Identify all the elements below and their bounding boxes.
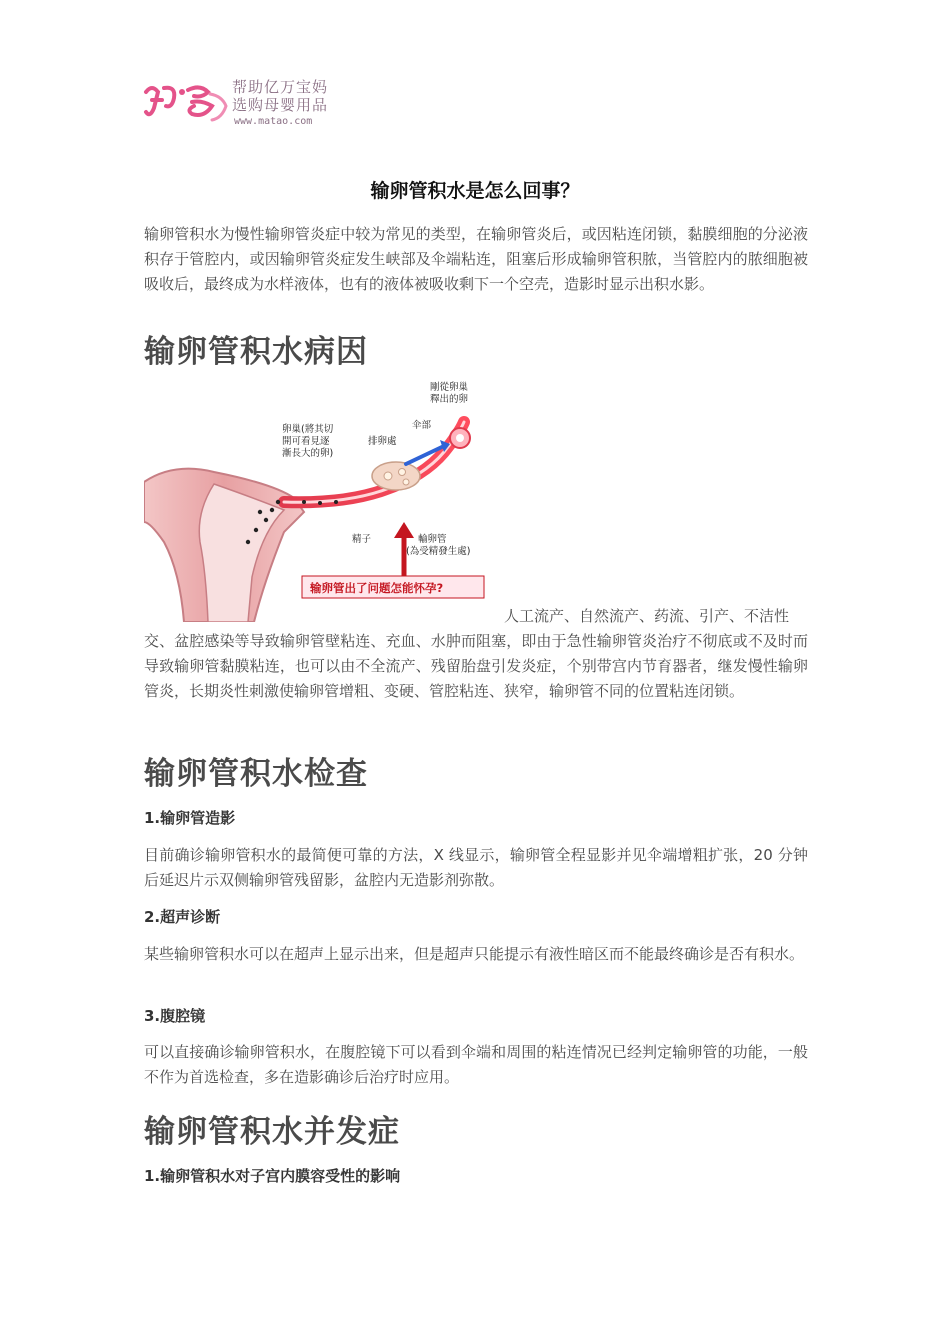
section-heading-exam: 输卵管积水检查 (144, 756, 368, 792)
intro-paragraph: 输卵管积水为慢性输卵管炎症中较为常见的类型，在输卵管炎后，或因粘连闭锁，黏膜细胞的分泌液积存于管腔内，或因输卵管炎症发生峡部及伞端粘连，阻塞后形成输卵管积脓，当管腔内的脓细胞被吸收后，最终成为水样液体，也有的液体被吸收剩下一个空壳，造影时显示出积水影。 (144, 225, 808, 293)
label-ovary: 卵巢(將其切開可看見逐漸長大的卵) (282, 424, 334, 459)
ovary (372, 462, 420, 490)
exam-item-title: 1.输卵管造影 (144, 809, 236, 827)
site-logo[interactable] (142, 74, 342, 134)
label-ovulation: 排卵處 (368, 436, 397, 447)
exam-item-title: 2.超声诊断 (144, 908, 221, 926)
exam-item-text: 某些输卵管积水可以在超声上显示出来，但是超声只能提示有液性暗区而不能最终确诊是否有积水。 (144, 945, 805, 963)
label-fimbria: 伞部 (412, 420, 432, 431)
section-heading-cause: 输卵管积水病因 (144, 334, 368, 370)
page-title: 输卵管积水是怎么回事？ (370, 180, 580, 202)
svg-text:输卵管出了问题怎能怀孕?: 输卵管出了问题怎能怀孕? (310, 581, 444, 595)
section-heading-complication: 输卵管积水并发症 (144, 1114, 400, 1150)
complication-item-title: 1.输卵管积水对子宫内膜容受性的影响 (144, 1167, 401, 1185)
label-tube: 輸卵管(為受精發生處) (406, 534, 471, 557)
fallopian-tube-diagram (144, 372, 500, 622)
exam-item-title: 3.腹腔镜 (144, 1007, 206, 1025)
logo-mark-icon (142, 78, 230, 128)
logo-url[interactable]: www.matao.com (234, 116, 313, 127)
cause-paragraph: 交、盆腔感染等导致输卵管壁粘连、充血、水肿而阻塞，即由于急性输卵管炎治疗不彻底或不及时而导致输卵管黏膜粘连，也可以由不全流产、残留胎盘引发炎症，个别带宫内节育器者，继发慢性输卵管炎，长期炎性刺激使输卵管增粗、变硬、管腔粘连、狭窄，输卵管不同的位置粘连闭锁。 (144, 632, 808, 700)
exam-item-text: 目前确诊输卵管积水的最简便可靠的方法，X 线显示，输卵管全程显影并见伞端增粗扩张，20 分钟后延迟片示双侧输卵管残留影，盆腔内无造影剂弥散。 (144, 846, 808, 889)
label-sperm: 精子 (352, 534, 372, 545)
label-egg: 剛從卵巢釋出的卵 (430, 382, 469, 405)
exam-item-text: 可以直接确诊输卵管积水，在腹腔镜下可以看到伞端和周围的粘连情况已经判定输卵管的功能，一般不作为首选检查，多在造影确诊后治疗时应用。 (144, 1043, 808, 1086)
figure-banner (302, 576, 484, 598)
logo-slogan: 帮助亿万宝妈 选购母婴用品 (232, 78, 329, 114)
cause-text-inline: 人工流产、自然流产、药流、引产、不洁性 (504, 607, 790, 625)
